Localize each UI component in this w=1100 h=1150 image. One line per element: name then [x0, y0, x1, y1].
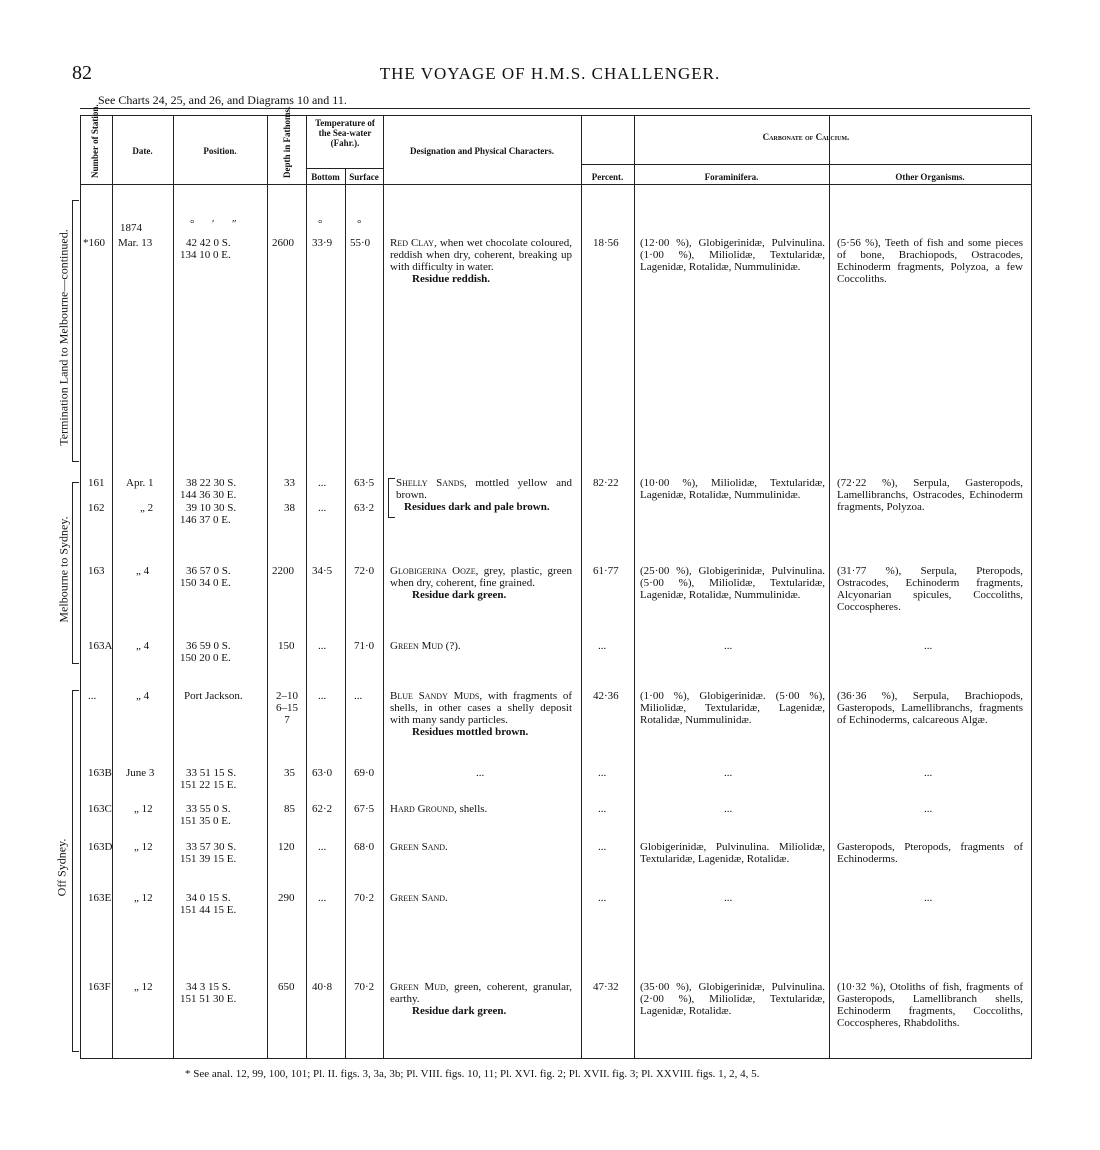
running-title: THE VOYAGE OF H.M.S. CHALLENGER.: [379, 64, 721, 83]
bottom-temp-cell: 62·2: [312, 803, 333, 815]
percent-cell: ...: [598, 803, 607, 815]
other-organisms-cell: ...: [924, 767, 933, 779]
station-cell: 162: [88, 502, 105, 514]
col-divider: [306, 116, 307, 1059]
footnote: * See anal. 12, 99, 100, 101; Pl. II. figs. 3, 3a, 3b; Pl. VIII. figs. 10, 11; Pl. XVI. fig. 2; Pl. XVII. fig. 3; Pl. XXVIII. figs. 1, 2, 4, 5.: [185, 1068, 760, 1080]
foraminifera-cell: ...: [724, 892, 733, 904]
position-cell: 39 10 30 S.: [186, 502, 237, 514]
header-bottom: Bottom: [311, 172, 340, 182]
depth-cell: 150: [278, 640, 295, 652]
position-cell: 33 57 30 S.: [186, 841, 237, 853]
percent-cell: 61·77: [593, 565, 619, 577]
surface-temp-cell: 69·0: [354, 767, 375, 779]
region-brace: [72, 482, 79, 664]
station-cell: *160: [83, 237, 105, 249]
residue-note: Residues dark and pale brown.: [404, 501, 550, 513]
designation-cell: [390, 690, 572, 738]
date-cell: „ 12: [134, 841, 153, 853]
depth-cell: 290: [278, 892, 295, 904]
foraminifera-cell: (1·00 %), Globigerinidæ. (5·00 %), Miliolidæ, Textularidæ, Lagenidæ, Rotalidæ, Nummulinidæ.: [640, 690, 825, 726]
station-cell: 163F: [88, 981, 111, 993]
station-cell: 163D: [88, 841, 113, 853]
other-organisms-cell: ...: [924, 640, 933, 652]
date-cell: „ 4: [136, 565, 150, 577]
bottom-temp-cell: 40·8: [312, 981, 333, 993]
temp-subrule: [306, 168, 383, 169]
depth-cell: 120: [278, 841, 295, 853]
designation-cell: Green Sand.: [390, 841, 448, 853]
deposit-description: (?).: [445, 640, 461, 652]
station-cell: 163A: [88, 640, 113, 652]
date-cell: Mar. 13: [118, 237, 153, 249]
deposit-name: Green Mud,: [390, 981, 449, 993]
bottom-temp-cell: 33·9: [312, 237, 333, 249]
depth-cell: 2–10 6–15 7: [276, 690, 298, 726]
region-brace: [72, 200, 79, 462]
foraminifera-cell: Globigerinidæ, Pulvinulina. Miliolidæ, Textularidæ, Lagenidæ, Rotalidæ.: [640, 841, 825, 865]
date-year: 1874: [120, 222, 142, 234]
unit-degree: °: [190, 218, 195, 230]
bottom-temp-cell: ...: [318, 690, 327, 702]
residue-note: Residues mottled brown.: [412, 726, 529, 738]
residue-note: Residue dark green.: [412, 1005, 507, 1017]
col-divider: [267, 116, 268, 1059]
date-cell: June 3: [126, 767, 155, 779]
deposit-description: grey, plastic, green when dry, coherent, fine grained.: [390, 565, 572, 589]
deposit-name: Blue Sandy Muds,: [390, 690, 483, 702]
position-cell: 33 51 15 S.: [186, 767, 237, 779]
surface-temp-cell: 67·5: [354, 803, 375, 815]
deposit-description: when wet chocolate coloured, reddish when dry, coherent, breaking up with difficulty in water.: [390, 237, 573, 273]
page-number: 82: [72, 62, 92, 84]
deposit-description: mottled yellow and brown.: [396, 477, 572, 501]
station-cell: 163B: [88, 767, 112, 779]
header-other: Other Organisms.: [895, 172, 965, 182]
position-cell: 150 34 0 E.: [180, 577, 231, 589]
deposit-description: shells.: [459, 803, 488, 815]
position-cell: 36 59 0 S.: [186, 640, 231, 652]
header-temperature: Temperature of the Sea-water (Fahr.).: [315, 118, 375, 148]
header-position: Position.: [203, 146, 237, 156]
bottom-temp-cell: ...: [318, 502, 327, 514]
designation-cell: ...: [476, 767, 485, 779]
designation-cell: [396, 477, 572, 513]
deposit-name: Green Mud: [390, 640, 443, 652]
residue-note: Residue reddish.: [412, 273, 491, 285]
percent-cell: ...: [598, 841, 607, 853]
other-organisms-cell: (31·77 %), Serpula, Pteropods, Ostracodes, Echinoderm fragments, Alcyonarian spicules, Coccoliths, Coccospheres.: [837, 565, 1023, 613]
carbonate-subrule: [581, 164, 1031, 165]
percent-cell: ...: [598, 767, 607, 779]
bottom-temp-cell: ...: [318, 892, 327, 904]
other-organisms-cell: Gasteropods, Pteropods, fragments of Echinoderms.: [837, 841, 1023, 865]
other-organisms-cell: ...: [924, 892, 933, 904]
header-surface: Surface: [349, 172, 379, 182]
region-termination-melbourne: Termination Land to Melbourne—continued.: [56, 229, 71, 446]
other-organisms-cell: ...: [924, 803, 933, 815]
see-charts-note: See Charts 24, 25, and 26, and Diagrams 10 and 11.: [98, 93, 347, 107]
surface-temp-cell: 71·0: [354, 640, 375, 652]
percent-cell: 82·22: [593, 477, 619, 489]
designation-cell: [390, 237, 572, 285]
foraminifera-cell: ...: [724, 767, 733, 779]
date-cell: Apr. 1: [126, 477, 154, 489]
foraminifera-cell: ...: [724, 640, 733, 652]
region-brace: [72, 690, 79, 1052]
unit-minute: ′: [212, 218, 215, 230]
designation-cell: Green Sand.: [390, 892, 448, 904]
designation-cell: [390, 803, 487, 815]
date-cell: „ 12: [134, 892, 153, 904]
position-cell: 151 51 30 E.: [180, 993, 237, 1005]
foraminifera-cell: (12·00 %), Globigerinidæ, Pulvinulina. (1·00 %), Miliolidæ, Textularidæ, Lagenidæ, Rotalidæ, Nummulinidæ.: [640, 237, 825, 273]
deposit-description: with fragments of shells, in other cases a shelly deposit with many sandy particles.: [390, 690, 573, 726]
station-cell: 163: [88, 565, 105, 577]
col-divider: [112, 116, 113, 1059]
designation-cell: [390, 565, 572, 601]
percent-cell: ...: [598, 892, 607, 904]
depth-cell: 35: [284, 767, 295, 779]
foraminifera-cell: (35·00 %), Globigerinidæ, Pulvinulina. (2·00 %), Miliolidæ, Textularidæ, Lagenidæ, Rotalidæ.: [640, 981, 825, 1017]
deposit-name: Hard Ground,: [390, 803, 457, 815]
header-designation: Designation and Physical Characters.: [410, 146, 554, 156]
header-foraminifera: Foraminifera.: [704, 172, 759, 182]
surface-temp-cell: 55·0: [350, 237, 371, 249]
surface-temp-cell: 70·2: [354, 892, 375, 904]
other-organisms-cell: (72·22 %), Serpula, Gasteropods, Lamellibranchs, Ostracodes, Echinoderm fragments, Polyzoa.: [837, 477, 1023, 513]
other-organisms-cell: (36·36 %), Serpula, Brachiopods, Gasteropods, Lamellibranchs, fragments of Echinoderms, calcareous Algæ.: [837, 690, 1023, 726]
date-cell: „ 4: [136, 640, 150, 652]
depth-cell: 85: [284, 803, 295, 815]
other-organisms-cell: (5·56 %), Teeth of fish and some pieces of bone, Brachiopods, Ostracodes, Echinoderm fragments, Polyzoa, a few Coccoliths.: [837, 237, 1023, 285]
deposit-name: Shelly Sands,: [396, 477, 467, 489]
header-date: Date.: [132, 146, 153, 156]
deposit-name: Red Clay,: [390, 237, 437, 249]
designation-cell: [390, 981, 572, 1017]
col-divider: [634, 116, 635, 1059]
deposit-name: Globigerina Ooze,: [390, 565, 479, 577]
station-cell: 161: [88, 477, 105, 489]
surface-temp-cell: 72·0: [354, 565, 375, 577]
region-melbourne-sydney: Melbourne to Sydney.: [56, 516, 71, 623]
surface-temp-cell: 70·2: [354, 981, 375, 993]
position-cell: 150 20 0 E.: [180, 652, 231, 664]
header-carbonate: Carbonate of Calcium.: [762, 132, 850, 142]
col-divider: [383, 116, 384, 1059]
percent-cell: 47·32: [593, 981, 619, 993]
bottom-temp-cell: ...: [318, 841, 327, 853]
depth-cell: 650: [278, 981, 295, 993]
percent-cell: 18·56: [593, 237, 619, 249]
position-cell: 151 22 15 E.: [180, 779, 237, 791]
date-cell: „ 12: [134, 981, 153, 993]
surface-temp-cell: ...: [354, 690, 363, 702]
col-divider: [581, 116, 582, 1059]
header-percent: Percent.: [591, 172, 624, 182]
header-rule: [81, 184, 1031, 185]
station-cell: ...: [88, 690, 97, 702]
other-organisms-cell: (10·32 %), Otoliths of fish, fragments of Gasteropods, Lamellibranch shells, Echinoderm fragments, Coccoliths, Coccospheres, Rhabdoliths.: [837, 981, 1023, 1029]
station-cell: 163E: [88, 892, 112, 904]
foraminifera-cell: ...: [724, 803, 733, 815]
position-cell: 36 57 0 S.: [186, 565, 231, 577]
depth-cell: 2200: [272, 565, 294, 577]
col-divider: [173, 116, 174, 1059]
top-rule: [80, 108, 1030, 109]
position-cell: 134 10 0 E.: [180, 249, 231, 261]
bottom-temp-cell: 34·5: [312, 565, 333, 577]
position-cell: 42 42 0 S.: [186, 237, 231, 249]
surface-temp-cell: 68·0: [354, 841, 375, 853]
date-cell: „ 2: [140, 502, 154, 514]
table-bottom-rule: [80, 1058, 1031, 1059]
position-cell: Port Jackson.: [184, 690, 243, 702]
designation-cell: [390, 640, 572, 652]
header-station: Number of Station.: [90, 104, 100, 178]
bottom-temp-cell: ...: [318, 477, 327, 489]
col-divider: [829, 116, 830, 1059]
depth-cell: 38: [284, 502, 295, 514]
position-cell: 146 37 0 E.: [180, 514, 231, 526]
station-cell: 163C: [88, 803, 112, 815]
foraminifera-cell: (10·00 %), Miliolidæ, Textularidæ, Lagenidæ, Rotalidæ, Nummulinidæ.: [640, 477, 825, 501]
bottom-temp-cell: ...: [318, 640, 327, 652]
percent-cell: ...: [598, 640, 607, 652]
foraminifera-cell: (25·00 %), Globigerinidæ, Pulvinulina. (5·00 %), Miliolidæ, Textularidæ, Lagenidæ, Rotalidæ, Nummulinidæ.: [640, 565, 825, 601]
header-depth: Depth in Fathoms.: [282, 106, 292, 178]
date-cell: „ 4: [136, 690, 150, 702]
position-cell: 34 0 15 S.: [186, 892, 231, 904]
depth-cell: 2600: [272, 237, 294, 249]
position-cell: 151 44 15 E.: [180, 904, 237, 916]
region-off-sydney: Off Sydney.: [54, 838, 69, 897]
unit-second: ″: [232, 218, 237, 230]
percent-cell: 42·36: [593, 690, 619, 702]
surface-temp-cell: 63·2: [354, 502, 375, 514]
residue-note: Residue dark green.: [412, 589, 507, 601]
col-divider: [345, 168, 346, 1059]
unit-degree: °: [357, 218, 362, 230]
date-cell: „ 12: [134, 803, 153, 815]
position-cell: 34 3 15 S.: [186, 981, 231, 993]
depth-cell: 33: [284, 477, 295, 489]
unit-degree: °: [318, 218, 323, 230]
surface-temp-cell: 63·5: [354, 477, 375, 489]
rows-brace: [388, 478, 395, 518]
position-cell: 38 22 30 S.: [186, 477, 237, 489]
deposit-description: green, coherent, granular, earthy.: [390, 981, 572, 1005]
bottom-temp-cell: 63·0: [312, 767, 333, 779]
position-cell: 144 36 30 E.: [180, 489, 237, 501]
position-cell: 33 55 0 S.: [186, 803, 231, 815]
position-cell: 151 39 15 E.: [180, 853, 237, 865]
position-cell: 151 35 0 E.: [180, 815, 231, 827]
